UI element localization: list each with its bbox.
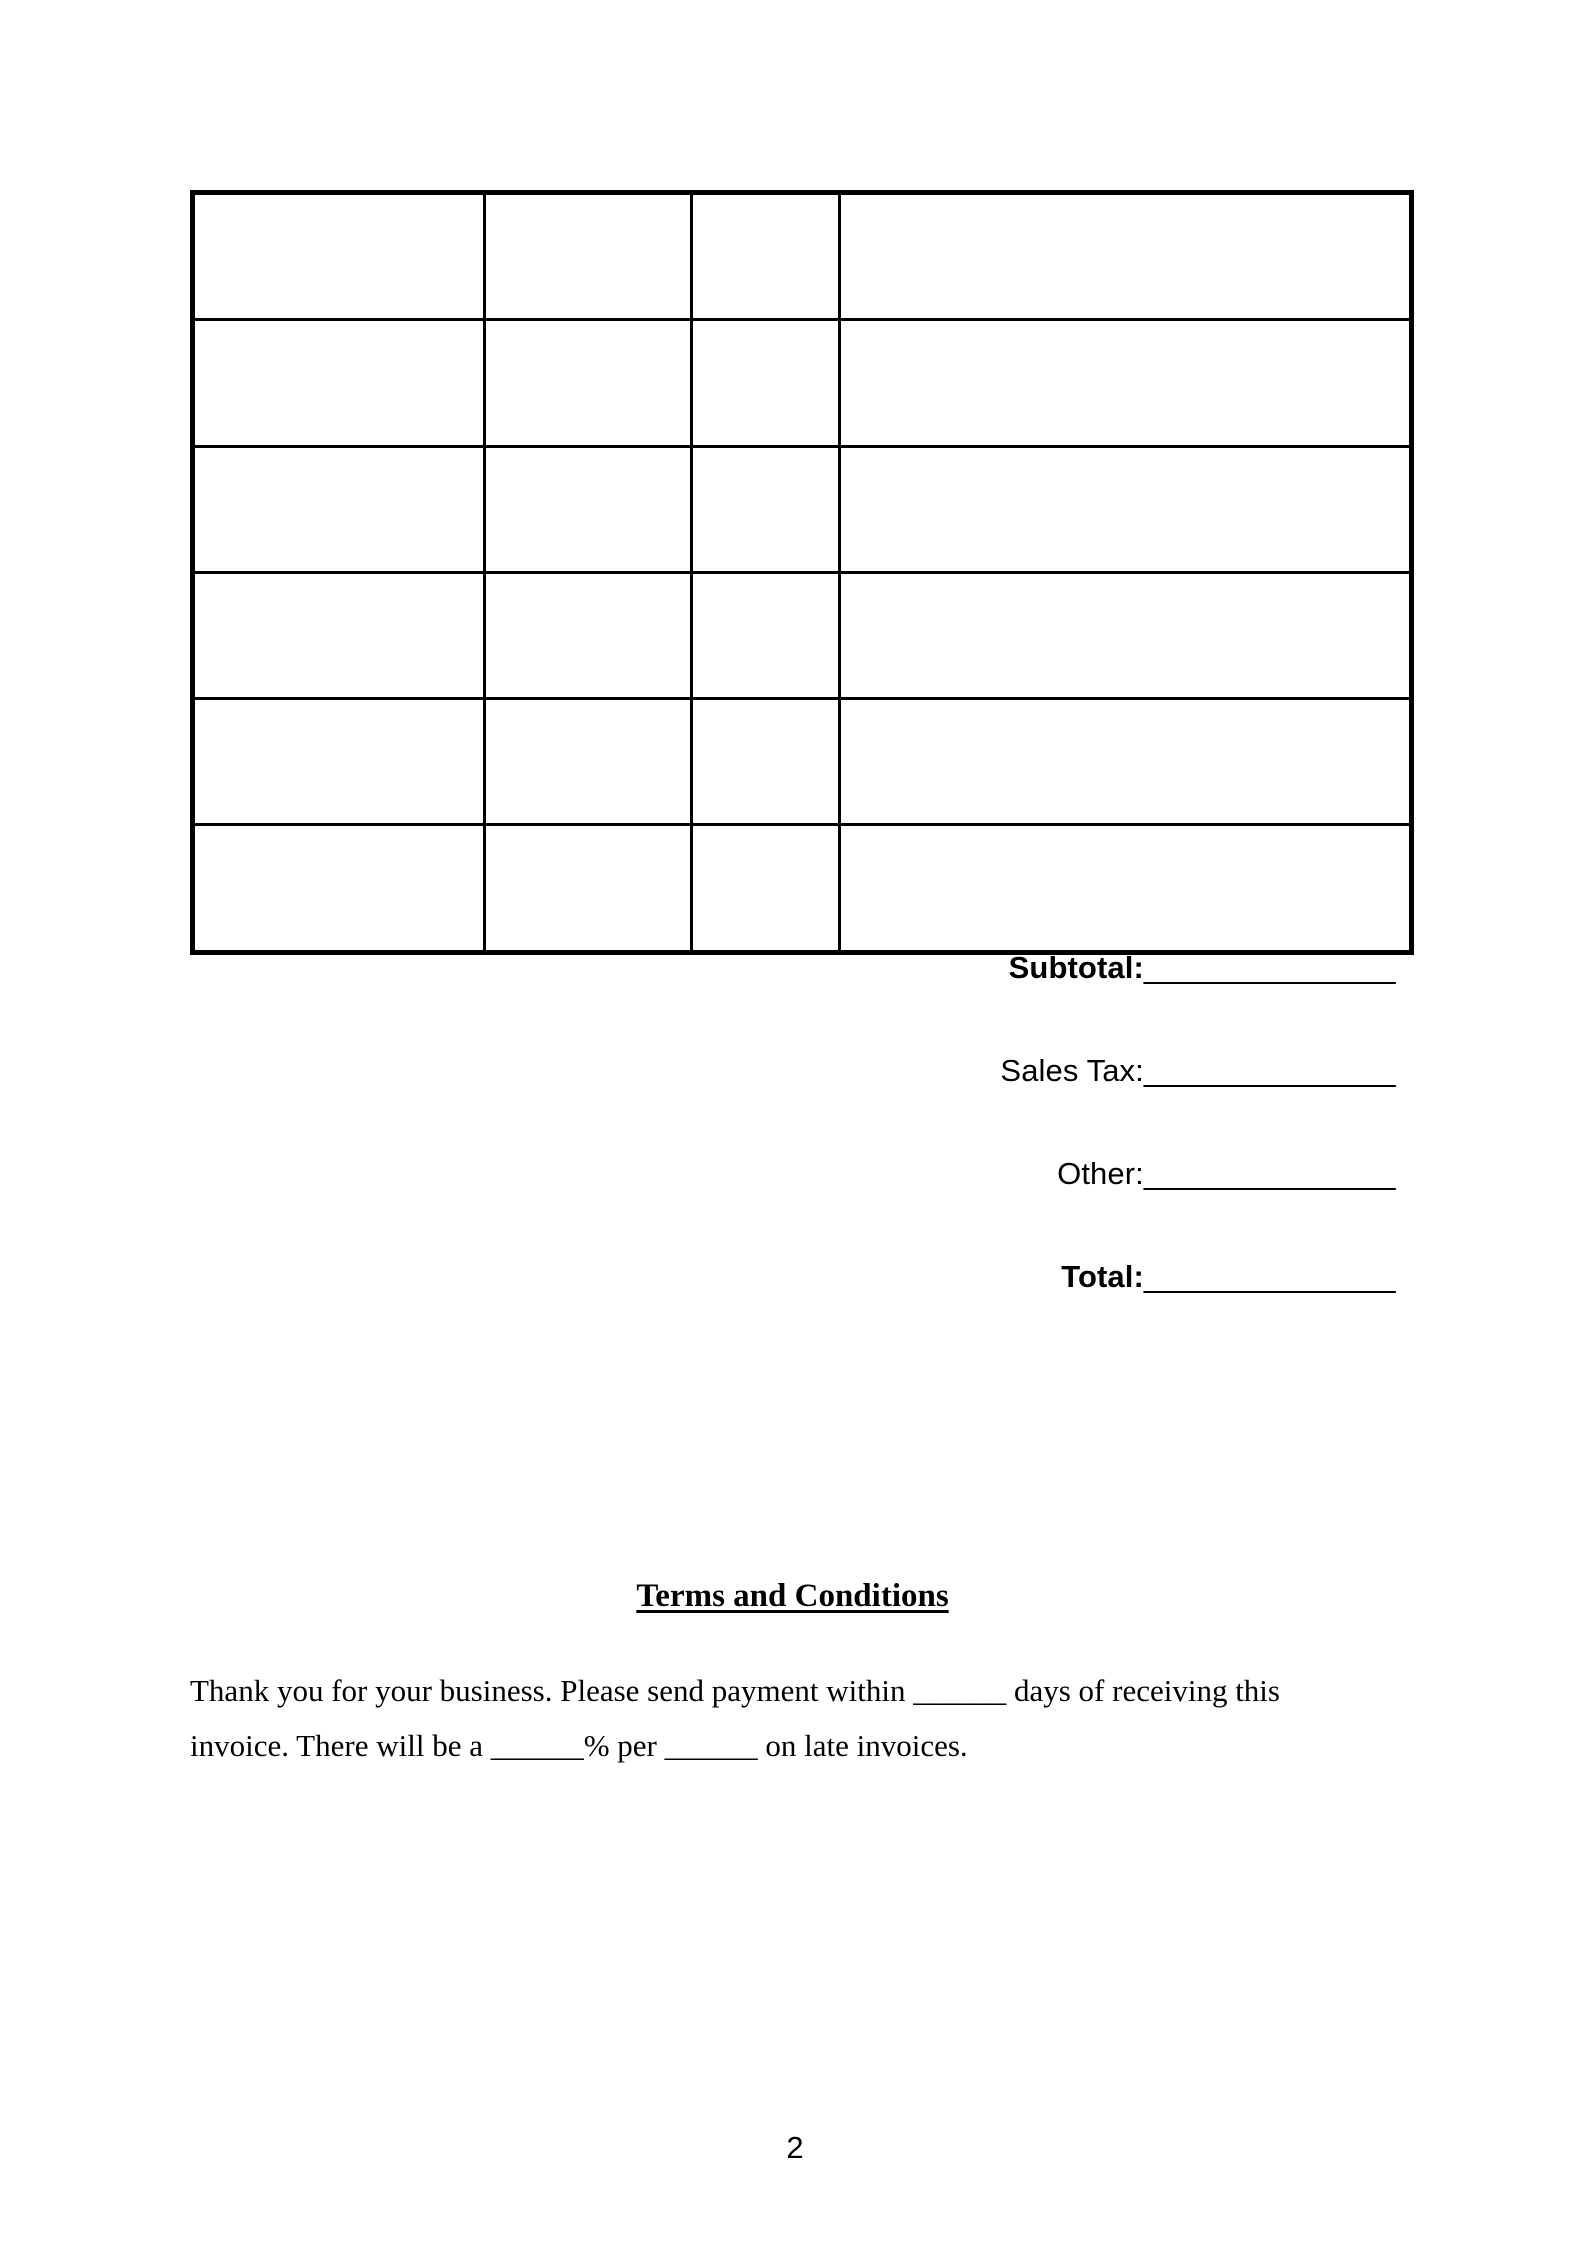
cell-quantity[interactable]: [485, 446, 692, 572]
cell-quantity[interactable]: [485, 699, 692, 825]
cell-quantity[interactable]: [485, 193, 692, 320]
sales-tax-label: Sales Tax:: [1000, 1053, 1144, 1088]
total-blank-field[interactable]: _______________: [1143, 1259, 1395, 1294]
payment-days-blank-field[interactable]: ______: [913, 1673, 1007, 1708]
cell-description[interactable]: [193, 446, 485, 572]
cell-unit-price[interactable]: [692, 699, 840, 825]
table-row: [193, 699, 1412, 825]
terms-text-segment-4: on late invoices.: [757, 1728, 968, 1763]
cell-unit-price[interactable]: [692, 572, 840, 698]
late-fee-period-blank-field[interactable]: ______: [664, 1728, 758, 1763]
cell-amount[interactable]: [840, 699, 1412, 825]
cell-unit-price[interactable]: [692, 320, 840, 446]
totals-row-total: [190, 1259, 1395, 1362]
sales-tax-blank-field[interactable]: _______________: [1143, 1053, 1395, 1088]
cell-unit-price[interactable]: [692, 193, 840, 320]
other-blank-field[interactable]: _______________: [1143, 1156, 1395, 1191]
cell-description[interactable]: [193, 572, 485, 698]
terms-and-conditions-body: [190, 1663, 1340, 1773]
cell-description[interactable]: [193, 825, 485, 952]
totals-row-other: [190, 1156, 1395, 1259]
cell-amount[interactable]: [840, 193, 1412, 320]
cell-amount[interactable]: [840, 446, 1412, 572]
terms-text-segment-1: Thank you for your business. Please send payment within: [190, 1673, 914, 1708]
totals-row-subtotal: [190, 950, 1395, 1053]
subtotal-blank-field[interactable]: _______________: [1143, 950, 1395, 985]
table-row: [193, 825, 1412, 952]
table-row: [193, 572, 1412, 698]
terms-and-conditions-heading: [190, 1578, 1395, 1615]
table-row: [193, 320, 1412, 446]
totals-row-sales-tax: [190, 1053, 1395, 1156]
cell-quantity[interactable]: [485, 320, 692, 446]
cell-amount[interactable]: [840, 320, 1412, 446]
subtotal-label: Subtotal:: [1008, 950, 1144, 985]
cell-quantity[interactable]: [485, 825, 692, 952]
total-label: Total:: [1061, 1259, 1144, 1294]
cell-unit-price[interactable]: [692, 825, 840, 952]
cell-description[interactable]: [193, 320, 485, 446]
cell-description[interactable]: [193, 193, 485, 320]
cell-unit-price[interactable]: [692, 446, 840, 572]
table-row: [193, 193, 1412, 320]
cell-quantity[interactable]: [485, 572, 692, 698]
terms-text-segment-3: % per: [583, 1728, 665, 1763]
totals-section: [190, 950, 1395, 1362]
page-number: 2: [786, 2130, 804, 2165]
table-row: [193, 446, 1412, 572]
other-label: Other:: [1057, 1156, 1144, 1191]
late-fee-percent-blank-field[interactable]: ______: [490, 1728, 584, 1763]
cell-description[interactable]: [193, 699, 485, 825]
cell-amount[interactable]: [840, 825, 1412, 952]
line-items-table: [190, 190, 1414, 955]
terms-heading-text: Terms and Conditions: [636, 1578, 949, 1614]
cell-amount[interactable]: [840, 572, 1412, 698]
terms-text-segment-2: days of receiving this invoice. There will be a: [190, 1673, 1280, 1763]
